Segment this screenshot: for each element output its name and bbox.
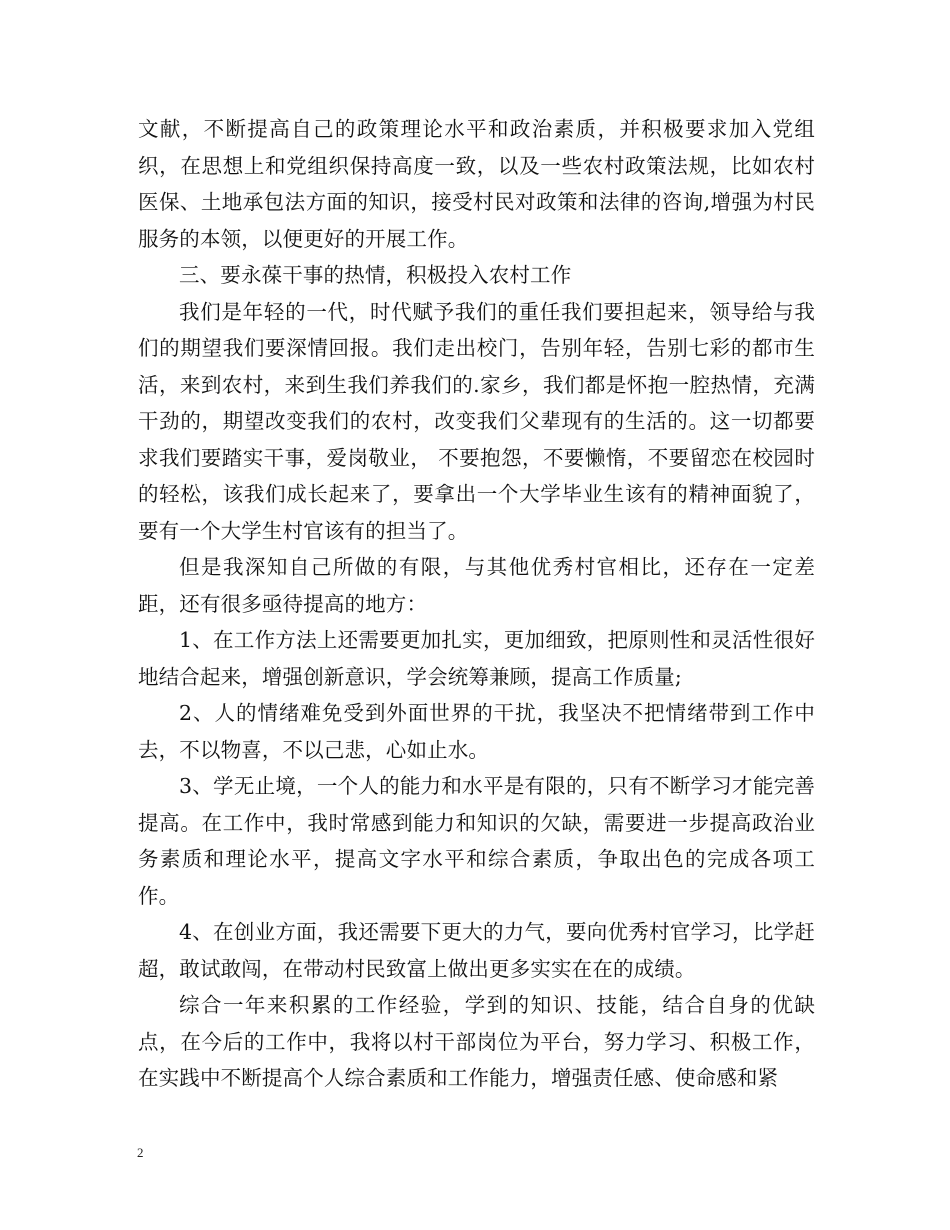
section-heading: 三、要永葆干事的热情，积极投入农村工作 [179, 263, 572, 287]
body-text [138, 111, 815, 1097]
page-number: 2 [137, 1145, 144, 1160]
list-item: 1、在工作方法上还需要更加扎实，更加细致，把原则性和灵活性很好地结合起来，增强创新意识，学会统筹兼顾，提高工作质量; [138, 628, 815, 689]
paragraph: 综合一年来积累的工作经验，学到的知识、技能，结合自身的优缺点，在今后的工作中，我将以村干部岗位为平台，努力学习、积极工作，在实践中不断提高个人综合素质和工作能力，增强责任感、使命感和紧 [138, 993, 815, 1090]
list-item: 4、在创业方面，我还需要下更大的力气，要向优秀村官学习，比学赶超，敢试敢闯，在带动村民致富上做出更多实实在在的成绩。 [138, 920, 815, 981]
paragraph: 我们是年轻的一代，时代赋予我们的重任我们要担起来，领导给与我们的期望我们要深情回报。我们走出校门，告别年轻，告别七彩的都市生活，来到农村，来到生我们养我们的.家乡，我们都是怀抱一腔热情，充满干劲的，期望改变我们的农村，改变我们父辈现有的生活的。这一切都要求我们要踏实干事，爱岗敬业， 不要抱怨，不要懒惰，不要留恋在校园时的轻松，该我们成长起来了，要拿出一个大学毕业生该有的精神面貌了，要有一个大学生村官该有的担当了。 [138, 299, 815, 543]
paragraph-continuation: 文献，不断提高自己的政策理论水平和政治素质，并积极要求加入党组织，在思想上和党组织保持高度一致，以及一些农村政策法规，比如农村医保、土地承包法方面的知识，接受村民对政策和法律的咨询,增强为村民服务的本领，以便更好的开展工作。 [138, 117, 815, 251]
list-item: 2、人的情绪难免受到外面世界的干扰，我坚决不把情绪带到工作中去，不以物喜，不以己悲，心如止水。 [138, 701, 815, 762]
paragraph: 但是我深知自己所做的有限，与其他优秀村官相比，还存在一定差距，还有很多亟待提高的地方： [138, 555, 815, 616]
list-item: 3、学无止境，一个人的能力和水平是有限的，只有不断学习才能完善提高。在工作中，我时常感到能力和知识的欠缺，需要进一步提高政治业务素质和理论水平，提高文字水平和综合素质，争取出色的完成各项工作。 [138, 774, 815, 908]
